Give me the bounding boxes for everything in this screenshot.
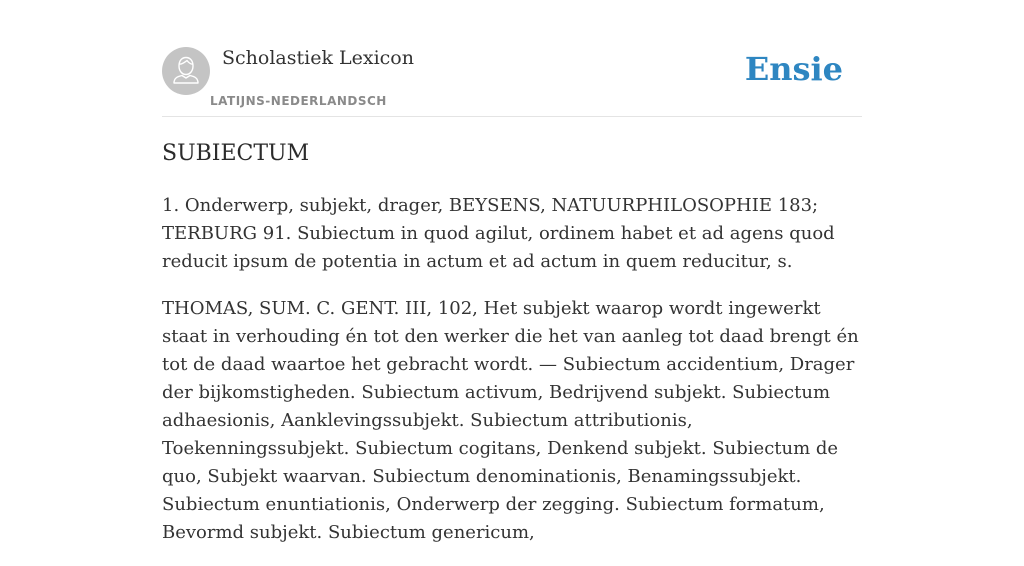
entry-paragraph: THOMAS, SUM. C. GENT. III, 102, Het subjekt waarop wordt ingewerkt staat in verhouding én tot den werker die het van aanleg tot daad brengt én tot de daad waartoe het gebracht wordt. — Subiectum accidentium, Drager der bijkomstigheden. Subiectum activum, Bedrijvend subjekt. Subiectum adhaesionis, Aanklevingssubjekt. Subiectum attributionis, Toekenningssubjekt. Subiectum cogitans, Denkend subjekt. Subiectum de quo, Subjekt waarvan. Subiectum denominationis, Benamingssubjekt. Subiectum enuntiationis, Onderwerp der zegging. Subiectum formatum, Bevormd subjekt. Subiectum genericum,: [162, 298, 859, 543]
entry-content: [162, 138, 862, 566]
entry-paragraph: 1. Onderwerp, subjekt, drager, BEYSENS, NATUURPHILOSOPHIE 183; TERBURG 91. Subiectum in quod agilut, ordinem habet et ad agens quod reducit ipsum de potentia in actum et ad actum in quem reducitur, s.: [162, 195, 835, 272]
site-subtitle: LATIJNS-NEDERLANDSCH: [210, 94, 387, 108]
entry-title: SUBIECTUM: [162, 141, 310, 166]
avatar[interactable]: [162, 47, 210, 95]
user-icon: [162, 47, 210, 95]
brand-logo[interactable]: Ensie: [744, 50, 843, 88]
site-title[interactable]: Scholastiek Lexicon: [222, 47, 414, 69]
site-header: [162, 0, 862, 117]
